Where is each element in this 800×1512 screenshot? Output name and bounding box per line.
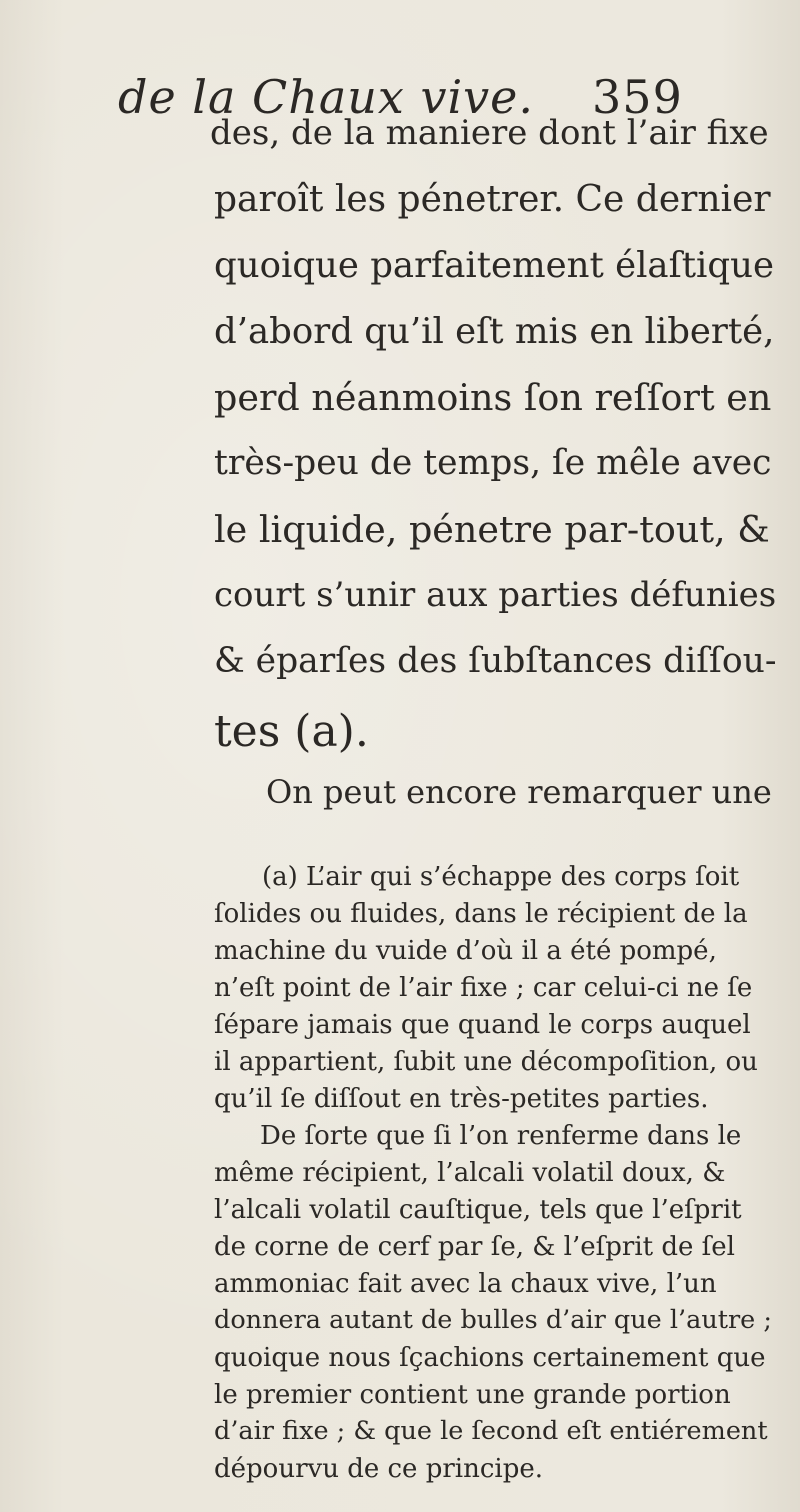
footnote-line-17: dépourvu de ce principe. — [214, 1454, 544, 1484]
footnote-line-3: machine du vuide d’où il a été pompé, — [214, 936, 717, 966]
footnote-line-7: qu’il ſe diſſout en très-petites parties. — [214, 1084, 709, 1114]
footnote-line-5: ſépare jamais que quand le corps auquel — [214, 1010, 751, 1040]
body-line-1: des, de la maniere dont l’air fixe — [210, 113, 769, 153]
footnote-line-15: le premier contient une grande portion — [214, 1380, 731, 1410]
footnote-line-12: ammoniac fait avec la chaux vive, l’un — [214, 1269, 717, 1299]
footnote-line-8: De ſorte que ſi l’on renferme dans le — [260, 1121, 742, 1151]
footnote-line-2: ſolides ou fluides, dans le récipient de la — [214, 899, 748, 929]
footnote-line-4: n’eſt point de l’air fixe ; car celui-ci ne ſe — [214, 973, 753, 1003]
body-line-2: paroît les pénetrer. Ce dernier — [214, 179, 771, 220]
footnote-line-9: même récipient, l’alcali volatil doux, & — [214, 1158, 726, 1188]
running-title: de la Chaux vive. — [118, 70, 535, 124]
body-line-7: le liquide, pénetre par-tout, & — [214, 508, 770, 551]
body-line-6: très-peu de temps, ſe mêle avec — [214, 443, 772, 483]
body-line-3: quoique parfaitement élaſtique — [214, 245, 774, 286]
footnote-line-16: d’air fixe ; & que le ſecond eſt entiérement — [214, 1416, 768, 1446]
body-line-8: court s’unir aux parties défunies — [214, 575, 777, 615]
body-line-5: perd néanmoins ſon reſſort en — [214, 376, 772, 419]
page-number: 359 — [592, 70, 683, 124]
footnote-line-11: de corne de cerf par ſe, & l’eſprit de ſel — [214, 1232, 735, 1262]
footnote-line-13: donnera autant de bulles d’air que l’autre ; — [214, 1305, 772, 1335]
footnote-line-1: (a) L’air qui s’échappe des corps ſoit — [262, 862, 740, 892]
body-line-4: d’abord qu’il eſt mis en liberté, — [214, 311, 775, 352]
body-line-9: & éparſes des ſubſtances diſſou- — [214, 641, 777, 681]
footnote-line-6: il appartient, ſubit une décompoſition, ou — [214, 1047, 758, 1077]
footnote-line-14: quoique nous ſçachions certainement que — [214, 1343, 766, 1373]
footnote-line-10: l’alcali volatil cauſtique, tels que l’eſprit — [214, 1195, 742, 1225]
body-line-11: On peut encore remarquer une — [266, 773, 772, 811]
body-line-10: tes (a). — [214, 706, 369, 757]
